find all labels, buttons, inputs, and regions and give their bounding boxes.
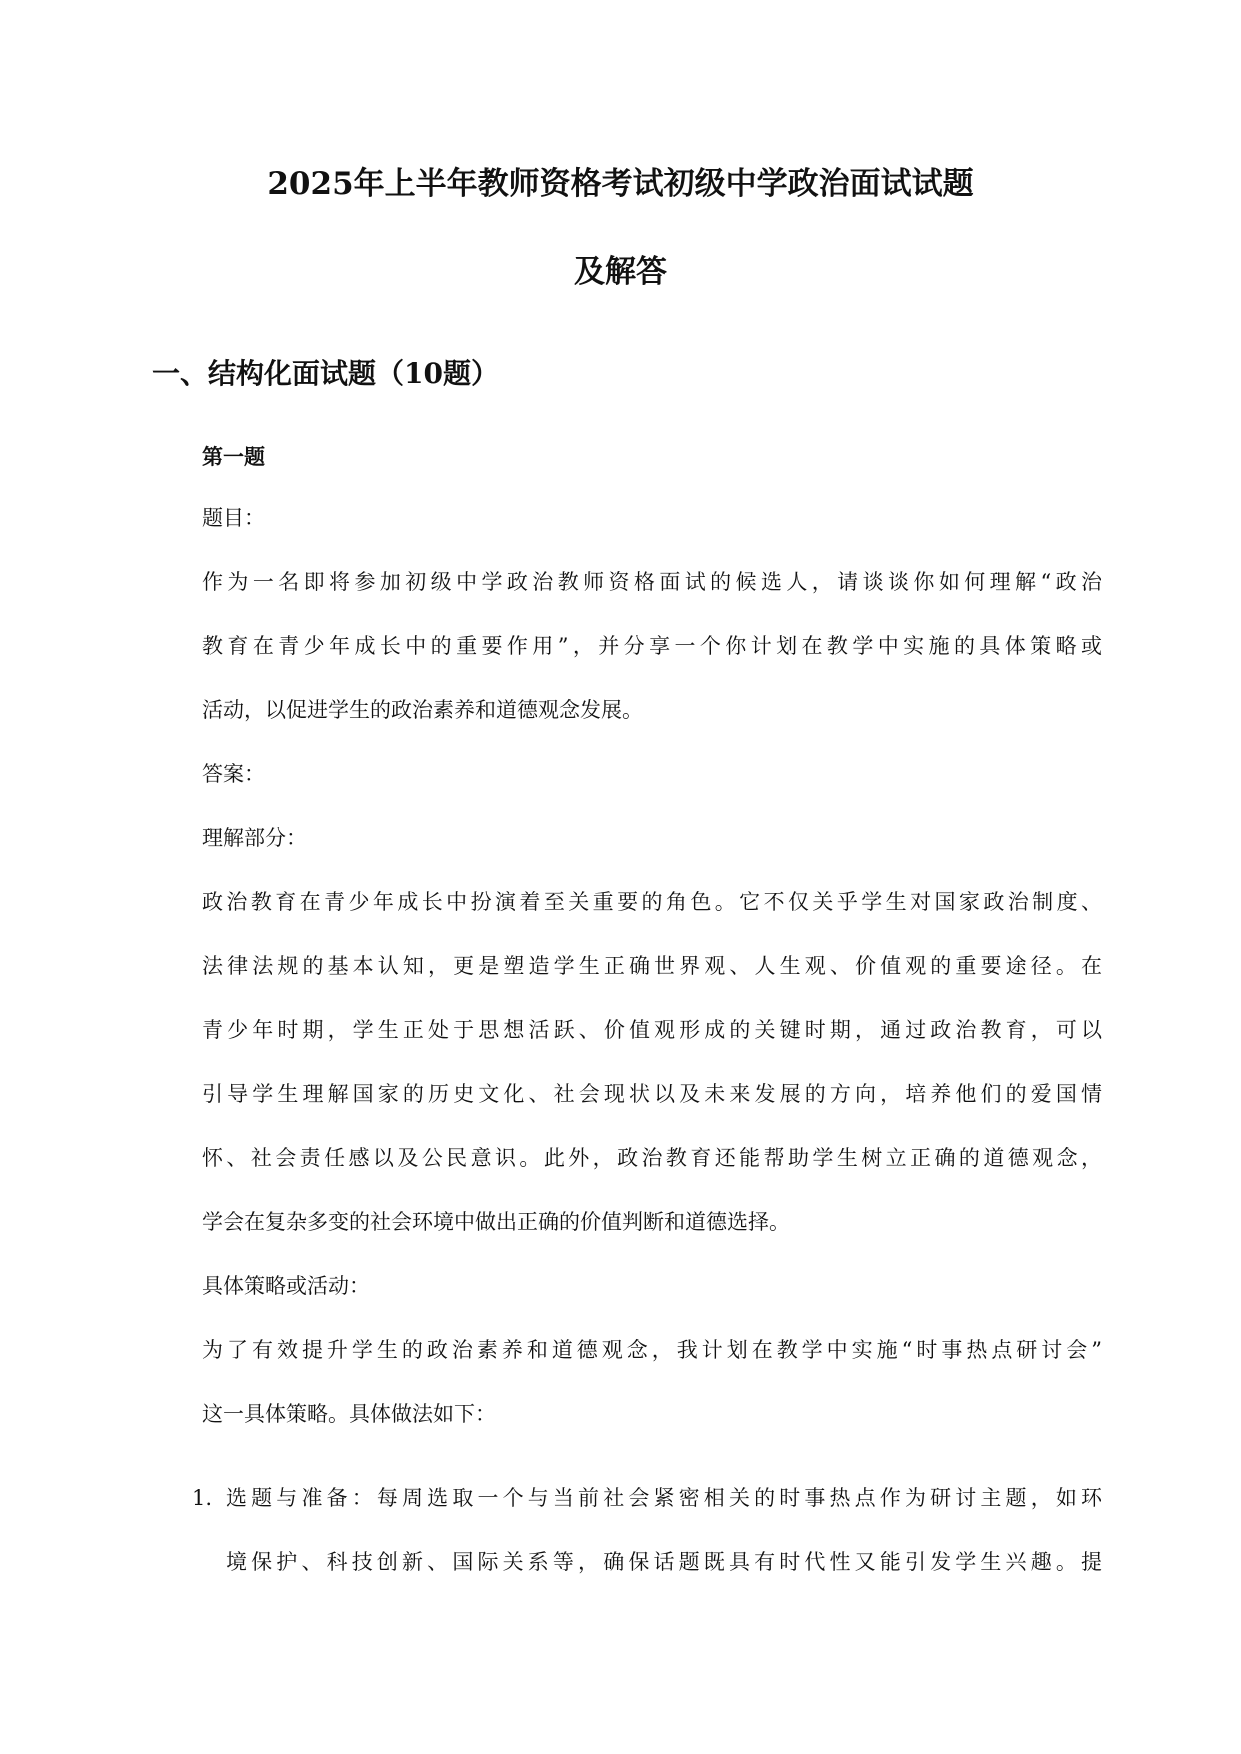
paragraph-line: 作为一名即将参加初级中学政治教师资格面试的候选人，请谈谈你如何理解“政治 — [202, 570, 1102, 594]
paragraph-line: 答案： — [202, 762, 265, 786]
paragraph-line: 怀、社会责任感以及公民意识。此外，政治教育还能帮助学生树立正确的道德观念， — [202, 1146, 1102, 1170]
numbered-list — [192, 1466, 1102, 1594]
paragraph-line: 题目： — [202, 506, 265, 530]
paragraph-line: 学会在复杂多变的社会环境中做出正确的价值判断和道德选择。 — [202, 1210, 790, 1234]
paragraph-line: 这一具体策略。具体做法如下： — [202, 1402, 496, 1426]
paragraph-line: 青少年时期，学生正处于思想活跃、价值观形成的关键时期，通过政治教育，可以 — [202, 1018, 1102, 1042]
paragraph-line: 活动，以促进学生的政治素养和道德观念发展。 — [202, 698, 643, 722]
paragraph-line: 为了有效提升学生的政治素养和道德观念，我计划在教学中实施“时事热点研讨会” — [202, 1338, 1102, 1362]
paragraph-line: 理解部分： — [202, 826, 307, 850]
list-item — [192, 1466, 1102, 1594]
document-title-line-1: 2025年上半年教师资格考试初级中学政治面试试题 — [267, 166, 974, 202]
list-item-number: 1. — [192, 1486, 213, 1510]
paragraph-line: 引导学生理解国家的历史文化、社会现状以及未来发展的方向，培养他们的爱国情 — [202, 1082, 1102, 1106]
body-text — [202, 486, 1102, 1446]
list-item-line: 选题与准备：每周选取一个与当前社会紧密相关的时事热点作为研讨主题，如环 — [226, 1486, 1102, 1510]
question-heading: 第一题 — [202, 444, 265, 469]
document-title-line-2: 及解答 — [574, 254, 667, 290]
section-heading: 一、结构化面试题（10题） — [152, 357, 499, 390]
paragraph-line: 教育在青少年成长中的重要作用”，并分享一个你计划在教学中实施的具体策略或 — [202, 634, 1102, 658]
paragraph-line: 具体策略或活动： — [202, 1274, 370, 1298]
list-item-line: 境保护、科技创新、国际关系等，确保话题既具有时代性又能引发学生兴趣。提 — [226, 1550, 1102, 1574]
paragraph-line: 政治教育在青少年成长中扮演着至关重要的角色。它不仅关乎学生对国家政治制度、 — [202, 890, 1102, 914]
paragraph-line: 法律法规的基本认知，更是塑造学生正确世界观、人生观、价值观的重要途径。在 — [202, 954, 1102, 978]
